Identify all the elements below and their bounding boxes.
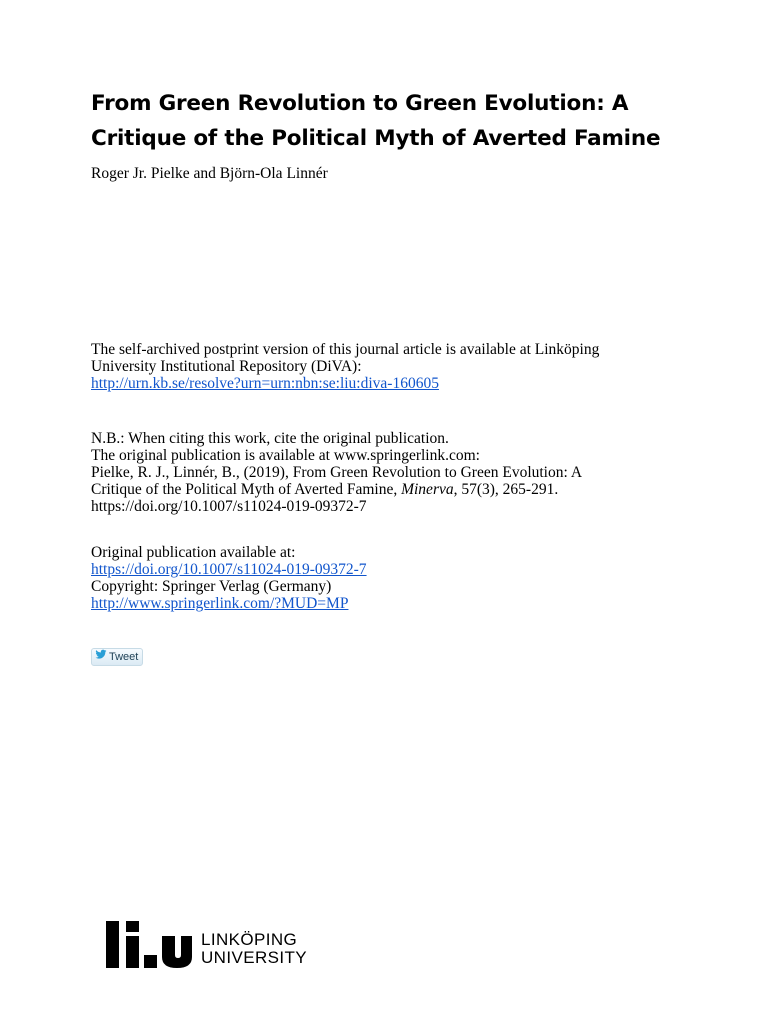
document-title: [91, 86, 731, 156]
reference-doi: https://doi.org/10.1007/s11024-019-09372-7: [91, 498, 367, 515]
doi-link[interactable]: https://doi.org/10.1007/s11024-019-09372-7: [91, 561, 367, 578]
logo-wordmark: [201, 931, 307, 967]
reference-line-1: Pielke, R. J., Linnér, B., (2019), From Green Revolution to Green Evolution: A: [91, 464, 583, 481]
title-line-1: From Green Revolution to Green Evolution: A: [91, 91, 629, 116]
diva-link[interactable]: http://urn.kb.se/resolve?urn=urn:nbn:se:liu:diva-160605: [91, 375, 439, 392]
citation-section: [91, 430, 691, 515]
authors: Roger Jr. Pielke and Björn-Ola Linnér: [91, 165, 328, 182]
twitter-bird-icon: [95, 649, 107, 665]
copyright-text: Copyright: Springer Verlag (Germany): [91, 578, 332, 595]
reference-line-2: [91, 481, 691, 498]
repository-text-line-1: The self-archived postprint version of this journal article is available at Linköping: [91, 341, 600, 358]
citation-intro: The original publication is available at www.springerlink.com:: [91, 447, 480, 464]
journal-name: Minerva: [401, 481, 454, 498]
repository-text-line-2: University Institutional Repository (DiVA):: [91, 358, 362, 375]
repository-section: [91, 341, 691, 392]
linkoping-university-logo: [106, 921, 307, 968]
logo-line-2: UNIVERSITY: [201, 948, 308, 967]
tweet-button[interactable]: [91, 648, 143, 666]
original-publication-section: [91, 544, 691, 612]
springer-link[interactable]: http://www.springerlink.com/?MUD=MP: [91, 595, 349, 612]
tweet-label: Tweet: [109, 651, 139, 663]
reference-text: Critique of the Political Myth of Averted Famine,: [91, 481, 402, 498]
citation-note: N.B.: When citing this work, cite the original publication.: [91, 430, 449, 447]
original-publication-label: Original publication available at:: [91, 544, 296, 561]
reference-volume: , 57(3), 265-291.: [453, 481, 559, 498]
logo-line-1: LINKÖPING: [201, 930, 298, 949]
liu-logo-mark: [106, 921, 192, 968]
title-line-2: Critique of the Political Myth of Averted Famine: [91, 126, 661, 151]
